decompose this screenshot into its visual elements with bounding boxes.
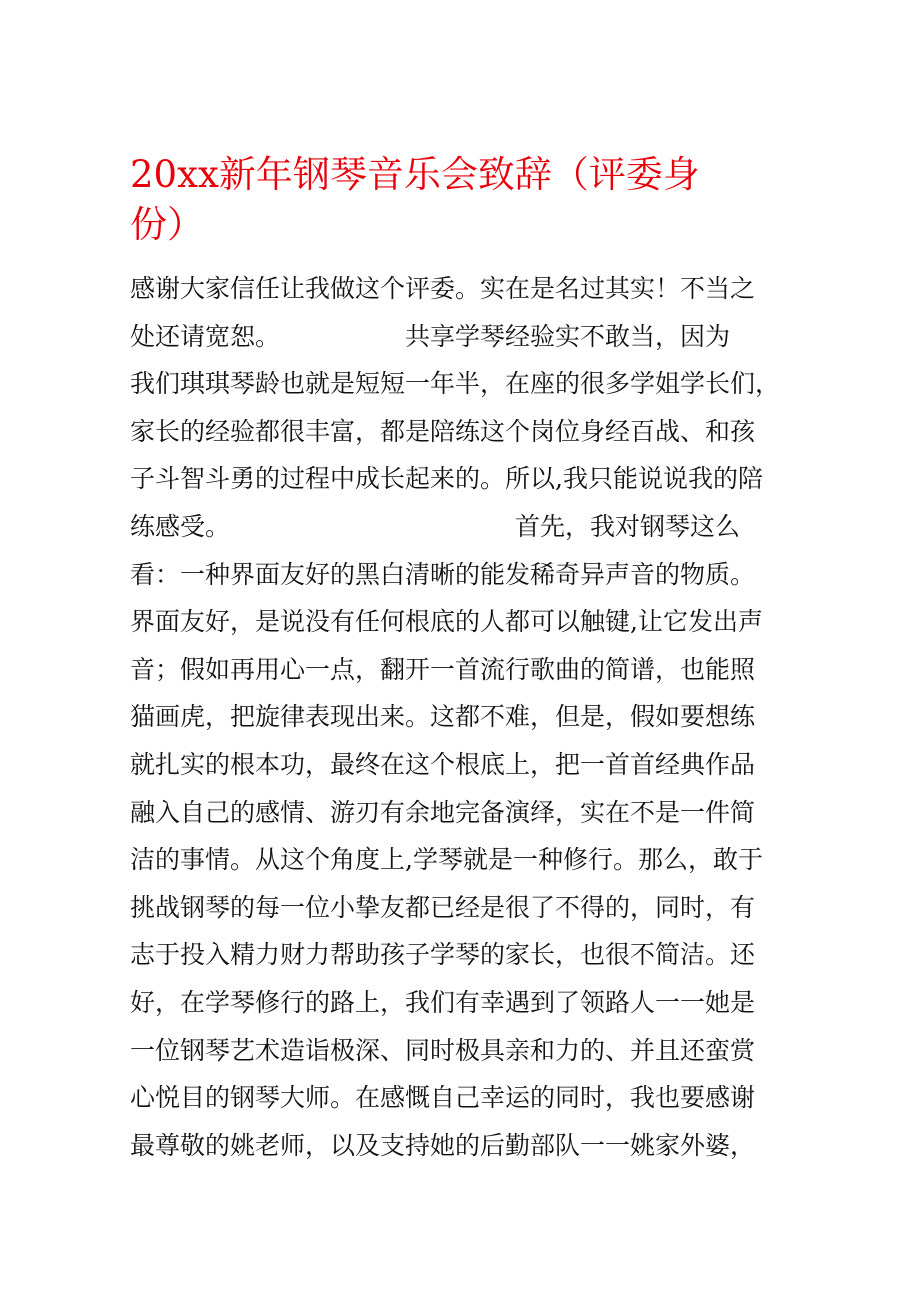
body-line-9: 音；假如再用心一点，翻开一首流行歌曲的简谱，也能照 <box>130 654 756 684</box>
body-line-7: 看：一种界面友好的黑白清晰的能发稀奇异声音的物质。 <box>130 559 756 589</box>
body-line-1: 感谢大家信任让我做这个评委。实在是名过其实！不当之 <box>130 274 756 303</box>
body-line-6-part-a: 练感受。 <box>130 511 231 541</box>
body-line-17: 一位钢琴艺术造诣极深、同时极具亲和力的、并且还蛮赏 <box>130 1035 756 1065</box>
body-line-2 <box>130 313 810 361</box>
document-body <box>130 265 810 1169</box>
body-line-15: 志于投入精力财力帮助孩子学琴的家长，也很不简洁。还 <box>130 940 756 970</box>
body-line-10: 猫画虎，把旋律表现出来。这都不难，但是，假如要想练 <box>130 702 756 732</box>
body-line-14: 挑战钢琴的每一位小挚友都已经是很了不得的，同时，有 <box>130 892 756 922</box>
body-line-18: 心悦目的钢琴大师。在感慨自己幸运的同时，我也要感谢 <box>130 1083 756 1113</box>
body-line-19: 最尊敬的姚老师，以及支持她的后勤部队一一姚家外婆， <box>130 1130 756 1160</box>
document-title <box>130 150 770 250</box>
title-line-1: 20xx新年钢琴音乐会致辞（评委身 <box>130 153 700 196</box>
body-line-13: 洁的事情。从这个角度上,学琴就是一种修行。那么，敢于 <box>130 845 763 875</box>
body-line-16: 好，在学琴修行的路上，我们有幸遇到了领路人一一她是 <box>130 987 756 1017</box>
body-line-11: 就扎实的根本功，最终在这个根底上，把一首首经典作品 <box>130 749 756 779</box>
body-line-8: 界面友好，是说没有任何根底的人都可以触键,让它发出声 <box>130 607 763 637</box>
body-line-4: 家长的经验都很丰富，都是陪练这个岗位身经百战、和孩 <box>130 416 756 446</box>
title-line-2: 份） <box>130 203 204 246</box>
body-line-3: 我们琪琪琴龄也就是短短一年半，在座的很多学姐学长们， <box>130 369 781 399</box>
body-line-2-part-b: 共享学琴经验实不敢当，因为 <box>405 321 731 351</box>
body-line-2-part-a: 处还请宽恕。 <box>130 321 281 351</box>
body-line-5: 子斗智斗勇的过程中成长起来的。所以,我只能说说我的陪 <box>130 464 763 494</box>
body-line-6-part-b: 首先，我对钢琴这么 <box>515 511 741 541</box>
body-line-6 <box>130 503 810 551</box>
body-line-12: 融入自己的感情、游刃有余地完备演绎，实在不是一件简 <box>130 797 756 827</box>
